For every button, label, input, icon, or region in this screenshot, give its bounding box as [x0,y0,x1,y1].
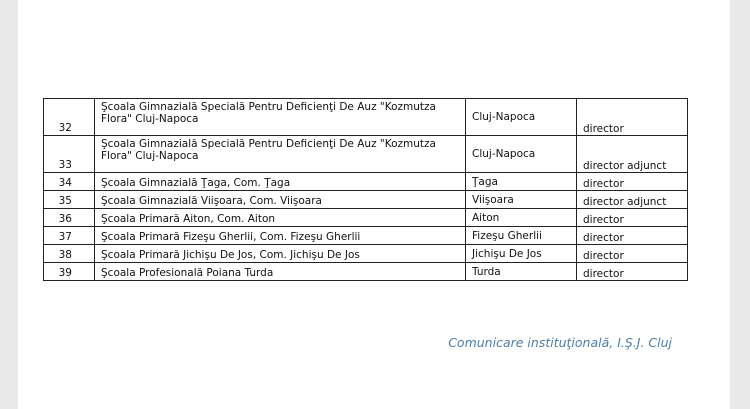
row-number-cell [44,99,95,136]
row-number: 38 [58,249,72,261]
school-name: Şcoala Gimnazială Viişoara, Com. Viişoara [101,195,322,207]
function: director [583,123,624,135]
school-name-cell [95,173,466,191]
school-name: Şcoala Primară Jichişu De Jos, Com. Jichişu De Jos [101,249,360,261]
function: director [583,214,624,226]
locality: Viişoara [472,194,514,206]
function: director [583,232,624,244]
row-number: 33 [58,159,72,171]
school-name: Şcoala Gimnazială Specială Pentru Deficienţi De Auz "Kozmutza Flora" Cluj-Napoca [101,138,436,162]
locality-cell [466,209,577,227]
row-number: 35 [58,195,72,207]
school-name-cell [95,136,466,173]
row-number: 32 [58,122,72,134]
school-name: Şcoala Profesională Poiana Turda [101,267,274,279]
function-cell [577,173,688,191]
table-row [44,245,688,263]
row-number: 37 [58,231,72,243]
table-row [44,173,688,191]
school-name-cell [95,191,466,209]
function: director adjunct [583,196,667,208]
row-number-cell [44,136,95,173]
row-number-cell [44,245,95,263]
table-row [44,136,688,173]
row-number: 34 [58,177,72,189]
function: director [583,178,624,190]
row-number: 39 [58,267,72,279]
school-name-cell [95,99,466,136]
function-cell [577,99,688,136]
row-number: 36 [58,213,72,225]
school-name: Şcoala Gimnazială Ţaga, Com. Ţaga [101,177,291,189]
function-cell [577,209,688,227]
row-number-cell [44,227,95,245]
function-cell [577,191,688,209]
row-number-cell [44,263,95,281]
function-cell [577,245,688,263]
school-name-cell [95,263,466,281]
school-name-cell [95,209,466,227]
locality: Ţaga [472,176,498,188]
function: director [583,250,624,262]
row-number-cell [44,173,95,191]
school-name-cell [95,245,466,263]
locality-cell [466,136,577,173]
row-number-cell [44,209,95,227]
locality-cell [466,99,577,136]
footer-signature: Comunicare instituţională, I.Ş.J. Cluj [448,335,672,350]
function-cell [577,227,688,245]
school-name: Şcoala Primară Fizeşu Gherlii, Com. Fizeşu Gherlii [101,231,361,243]
locality: Fizeşu Gherlii [472,230,542,242]
row-number-cell [44,191,95,209]
document-page [18,0,730,409]
table-row [44,209,688,227]
function-cell [577,263,688,281]
locality: Aiton [472,212,500,224]
schools-table [43,98,688,281]
locality: Jichişu De Jos [472,248,542,260]
school-name-cell [95,227,466,245]
locality-cell [466,191,577,209]
locality: Cluj-Napoca [472,148,536,160]
table-row [44,99,688,136]
locality: Turda [472,266,501,278]
school-name: Şcoala Primară Aiton, Com. Aiton [101,213,276,225]
locality: Cluj-Napoca [472,111,536,123]
function: director [583,268,624,280]
locality-cell [466,227,577,245]
locality-cell [466,245,577,263]
table-row [44,227,688,245]
function: director adjunct [583,160,667,172]
school-name: Şcoala Gimnazială Specială Pentru Deficienţi De Auz "Kozmutza Flora" Cluj-Napoca [101,101,436,125]
table-row [44,191,688,209]
table-row [44,263,688,281]
locality-cell [466,263,577,281]
function-cell [577,136,688,173]
locality-cell [466,173,577,191]
